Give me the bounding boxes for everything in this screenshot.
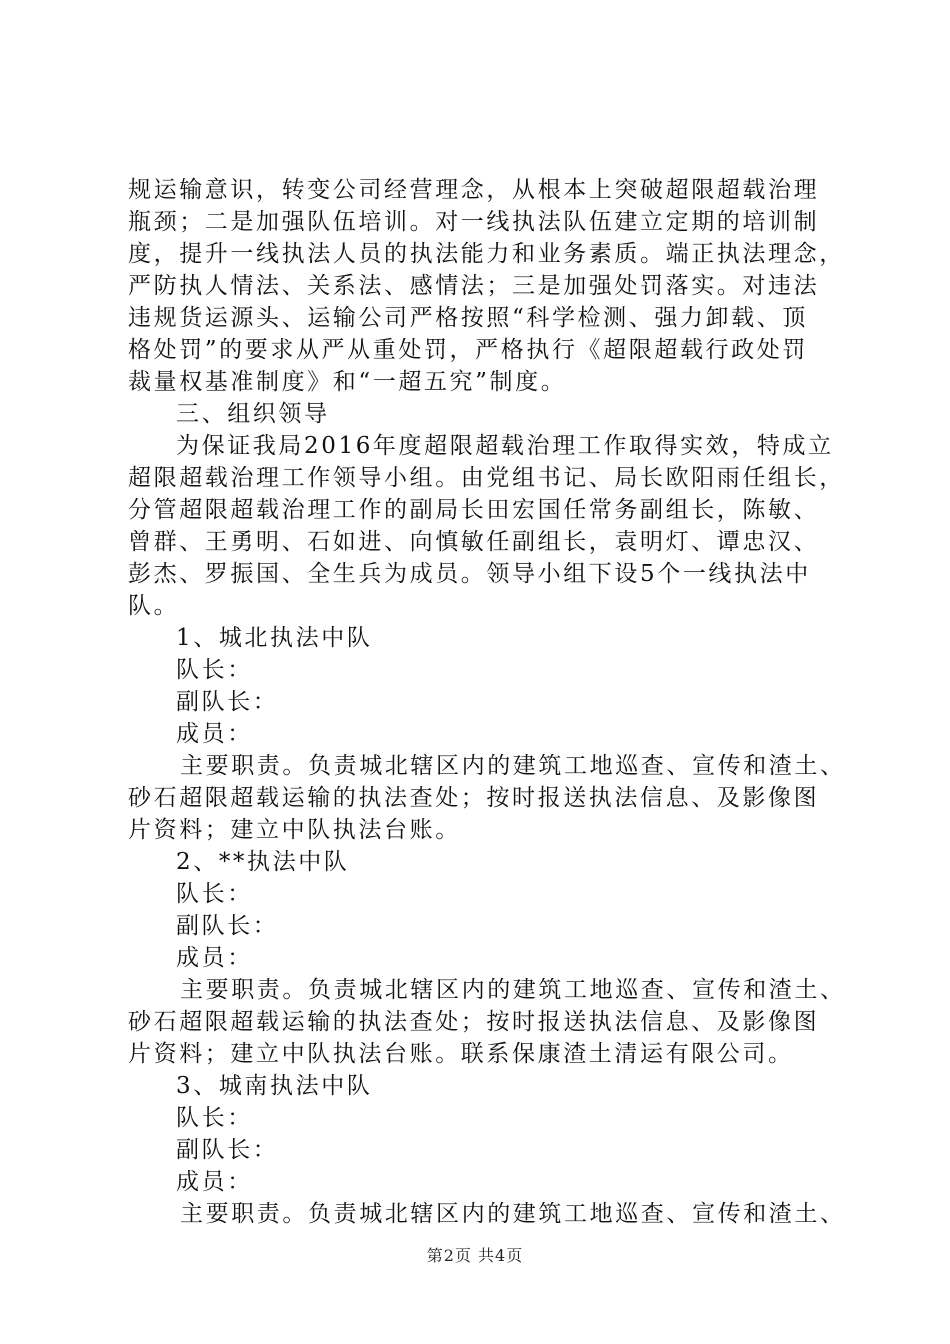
body-line: 彭杰、罗振国、全生兵为成员。领导小组下设5个一线执法中: [128, 561, 811, 587]
body-line: 瓶颈；二是加强队伍培训。对一线执法队伍建立定期的培训制: [128, 209, 820, 235]
body-line: 成员：: [176, 721, 253, 747]
body-line: 主要职责。负责城北辖区内的建筑工地巡查、宣传和渣土、: [180, 1201, 846, 1227]
body-line: 严防执人情法、关系法、感情法；三是加强处罚落实。对违法: [128, 273, 820, 299]
body-line: 队长：: [176, 881, 253, 907]
body-line: 片资料；建立中队执法台账。联系保康渣土清运有限公司。: [128, 1041, 794, 1067]
subsection-heading: 2、**执法中队: [176, 849, 350, 875]
body-line: 砂石超限超载运输的执法查处；按时报送执法信息、及影像图: [128, 1009, 820, 1035]
subsection-heading: 3、城南执法中队: [176, 1073, 373, 1099]
body-line: 为保证我局2016年度超限超载治理工作取得实效，特成立: [176, 433, 834, 459]
body-line: 违规货运源头、运输公司严格按照“科学检测、强力卸载、顶: [128, 305, 808, 331]
body-line: 分管超限超载治理工作的副局长田宏国任常务副组长，陈敏、: [128, 497, 820, 523]
body-line: 裁量权基准制度》和“一超五究”制度。: [128, 369, 567, 395]
body-line: 主要职责。负责城北辖区内的建筑工地巡查、宣传和渣土、: [180, 753, 846, 779]
body-line: 主要职责。负责城北辖区内的建筑工地巡查、宣传和渣土、: [180, 977, 846, 1003]
body-line: 成员：: [176, 1169, 253, 1195]
body-line: 副队长：: [176, 913, 279, 939]
section-heading: 三、组织领导: [176, 401, 330, 427]
body-line: 超限超载治理工作领导小组。由党组书记、局长欧阳雨任组长，: [128, 465, 845, 491]
body-line: 副队长：: [176, 689, 279, 715]
body-line: 规运输意识，转变公司经营理念，从根本上突破超限超载治理: [128, 177, 820, 203]
document-body: [128, 174, 858, 1230]
page-number: 第2页 共4页: [426, 1246, 524, 1265]
body-line: 成员：: [176, 945, 253, 971]
body-line: 队长：: [176, 1105, 253, 1131]
body-line: 曾群、王勇明、石如进、向慎敏任副组长，袁明灯、谭忠汉、: [128, 529, 820, 555]
page-footer: [0, 1243, 950, 1266]
body-line: 格处罚”的要求从严从重处罚，严格执行《超限超载行政处罚: [128, 337, 808, 363]
body-line: 副队长：: [176, 1137, 279, 1163]
body-line: 砂石超限超载运输的执法查处；按时报送执法信息、及影像图: [128, 785, 820, 811]
subsection-heading: 1、城北执法中队: [176, 625, 373, 651]
body-line: 片资料；建立中队执法台账。: [128, 817, 461, 843]
body-line: 队。: [128, 593, 180, 619]
body-line: 度，提升一线执法人员的执法能力和业务素质。端正执法理念，: [128, 241, 845, 267]
body-line: 队长：: [176, 657, 253, 683]
